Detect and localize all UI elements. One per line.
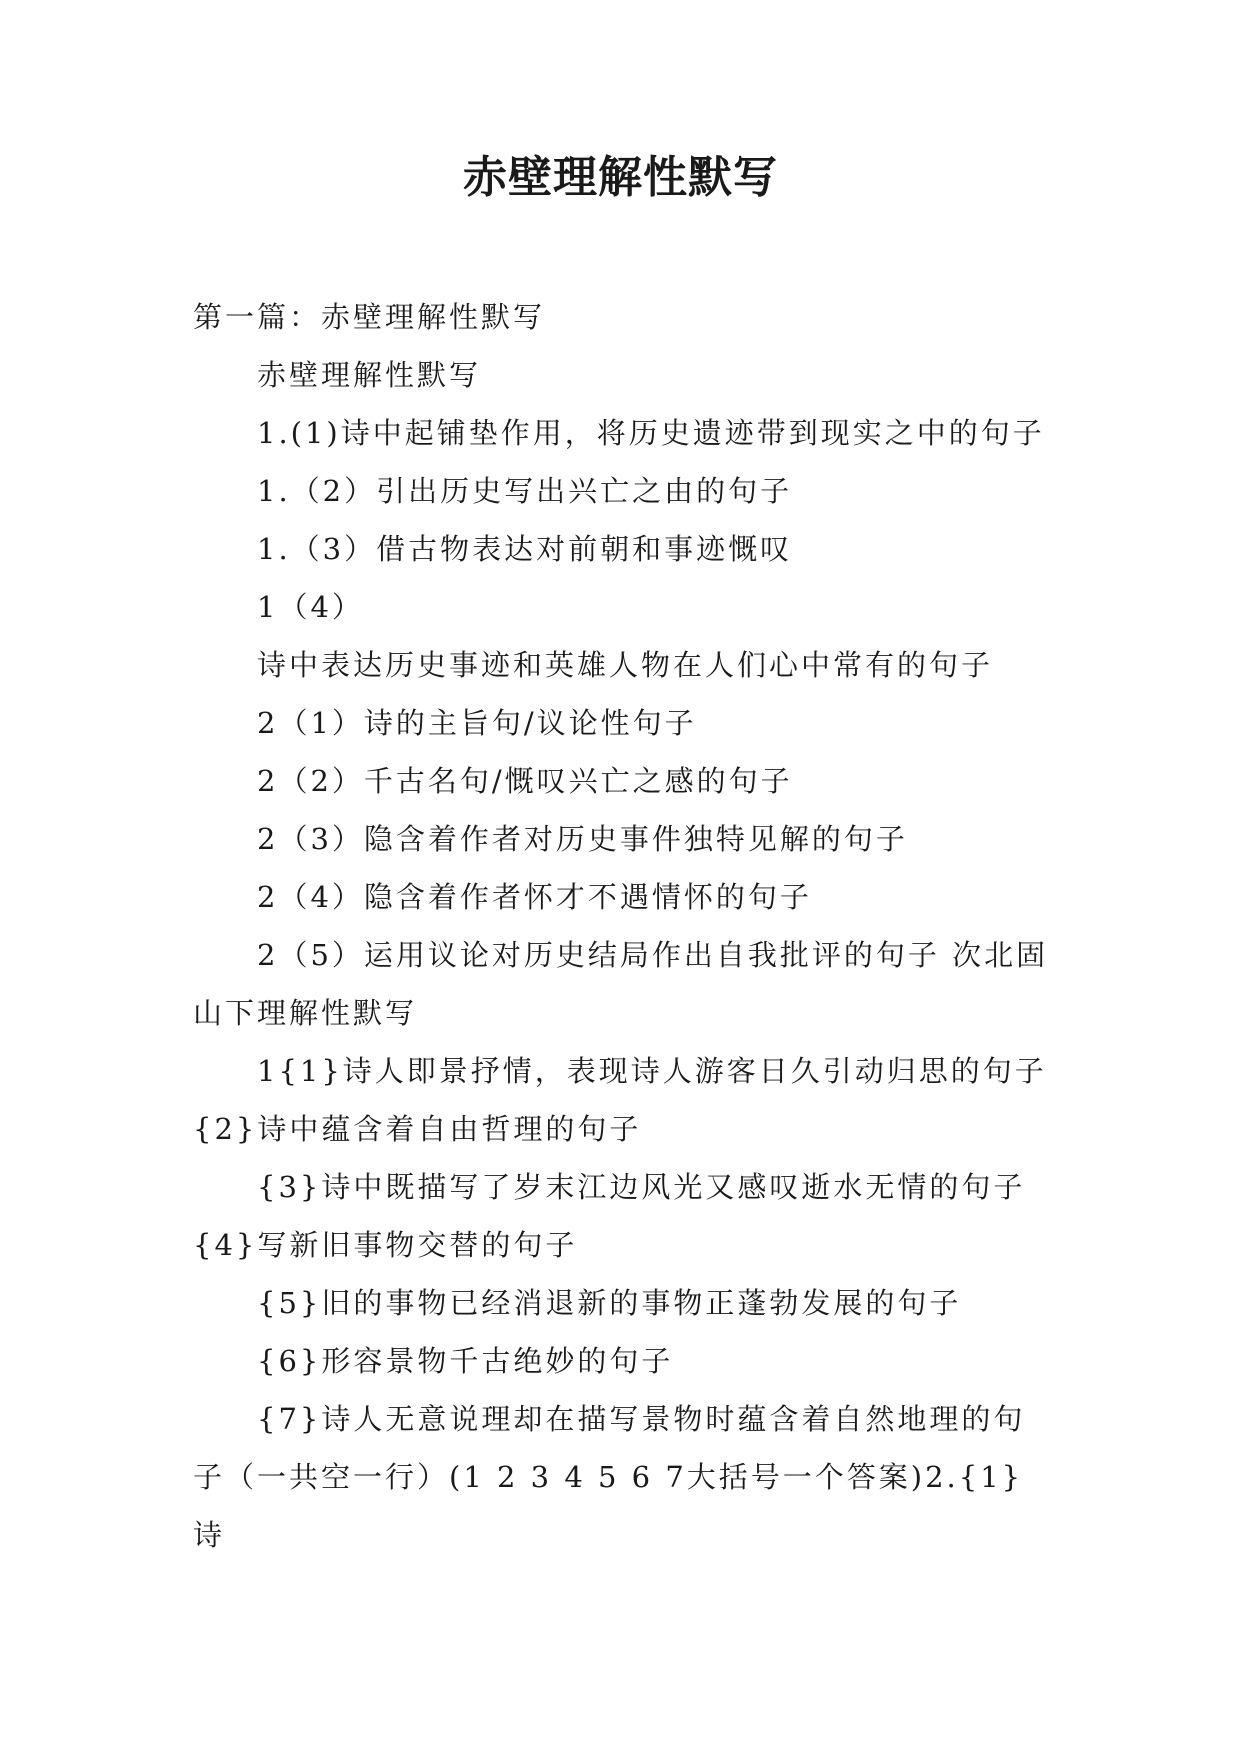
paragraph: 赤壁理解性默写 [257, 358, 482, 392]
paragraph: {5}旧的事物已经消退新的事物正蓬勃发展的句子 [257, 1286, 962, 1320]
paragraph: 2（3）隐含着作者对历史事件独特见解的句子 [257, 822, 908, 856]
paragraph: 2（1）诗的主旨句/议论性句子 [257, 706, 697, 740]
paragraph: {7}诗人无意说理却在描写景物时蕴含着自然地理的句子（一共空一行）(1 2 3 4 5 6 7大括号一个答案)2.{1}诗 [193, 1402, 1026, 1552]
document-body [193, 288, 1053, 1564]
paragraph: 2（5）运用议论对历史结局作出自我批评的句子 次北固山下理解性默写 [193, 938, 1049, 1030]
paragraph: 第一篇：赤壁理解性默写 [193, 300, 546, 334]
paragraph: 1（4） [257, 590, 364, 624]
paragraph: 1.(1)诗中起铺垫作用，将历史遗迹带到现实之中的句子 [257, 416, 1045, 450]
document-title: 赤壁理解性默写 [463, 152, 778, 203]
paragraph: {3}诗中既描写了岁末江边风光又感叹逝水无情的句子 [257, 1170, 1026, 1204]
paragraph: 2（2）千古名句/慨叹兴亡之感的句子 [257, 764, 793, 798]
paragraph: {6}形容景物千古绝妙的句子 [257, 1344, 674, 1378]
paragraph: 1{1}诗人即景抒情，表现诗人游客日久引动归思的句子 [257, 1054, 1047, 1088]
paragraph: {4}写新旧事物交替的句子 [193, 1228, 578, 1262]
paragraph: 1.（3）借古物表达对前朝和事迹慨叹 [257, 532, 793, 566]
paragraph: 2（4）隐含着作者怀才不遇情怀的句子 [257, 880, 812, 914]
paragraph: 1.（2）引出历史写出兴亡之由的句子 [257, 474, 793, 508]
paragraph: {2}诗中蕴含着自由哲理的句子 [193, 1112, 642, 1146]
paragraph: 诗中表达历史事迹和英雄人物在人们心中常有的句子 [257, 648, 994, 682]
